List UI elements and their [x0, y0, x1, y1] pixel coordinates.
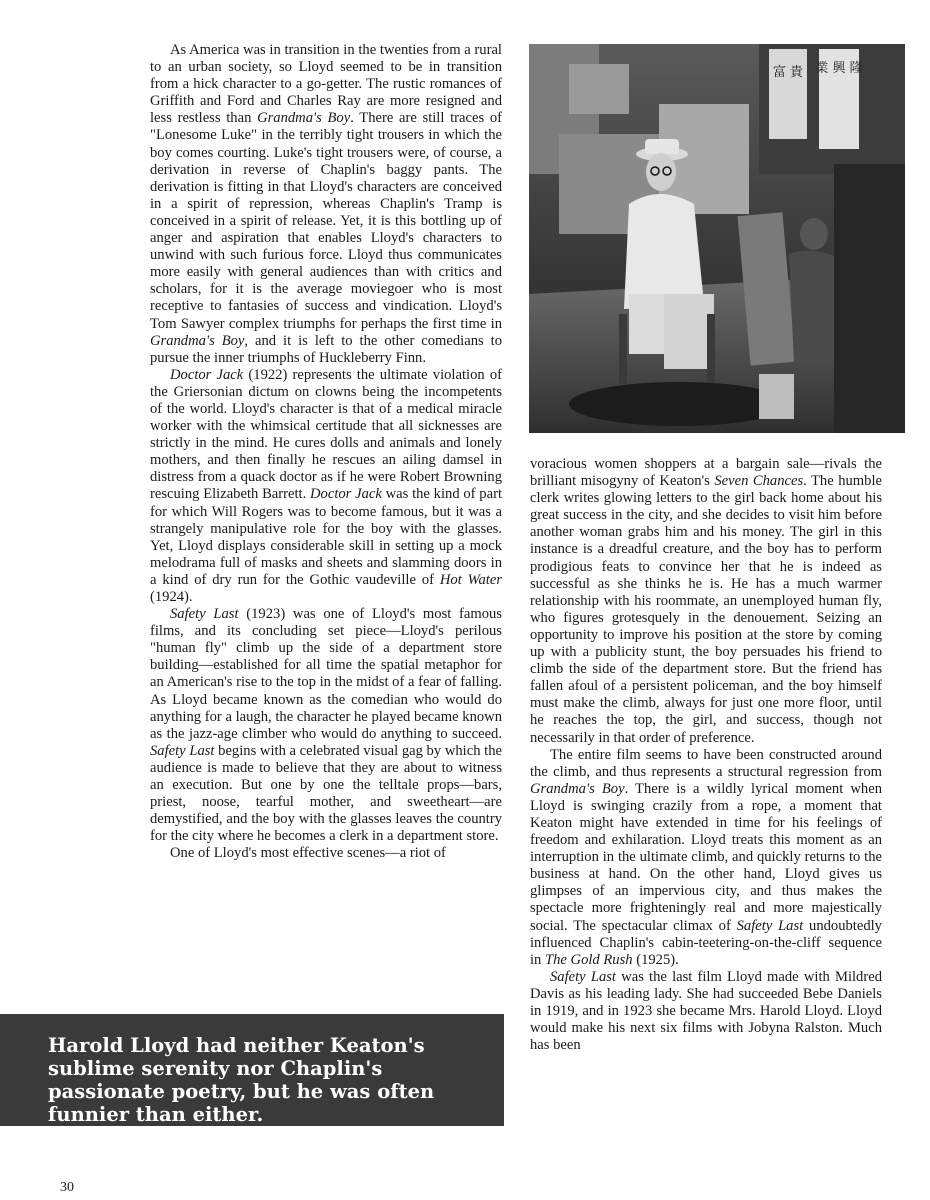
sign-text-right: 業 興 隆	[815, 61, 863, 76]
pull-quote-box	[0, 1014, 504, 1126]
paragraph: One of Lloyd's most effective scenes—a riot of	[170, 845, 446, 862]
paragraph: Safety Last (1923) was one of Lloyd's most famous films, and its concluding set piece—Lloyd's perilous "human fly" climb up the side of a department store building—established for all time the spatial metaphor for an American's rise to the top in the midst of a fear of falling. As Lloyd became known as the comedian who would do anything for a laugh, the character he played became known as the jazz-age climber who would do anything to succeed. Safety Last begins with a celebrated visual gag by which the audience is made to believe that they are about to witness an execution. But one by one the telltale props—bars, priest, noose, tearful mother, and sweetheart—are demystified, and the boy with the glasses leaves the country for the city where he becomes a clerk in a department store.	[150, 606, 502, 845]
left-column	[150, 42, 502, 863]
paragraph: As America was in transition in the twenties from a rural to an urban society, so Lloyd seemed to be in transition from a hick character to a go-getter. The rustic romances of Griffith and Ford and Charles Ray are more resigned and less restless than Grandma's Boy. There are still traces of "Lonesome Luke" in the terribly tight trousers in which the boy comes courting. Luke's tight trousers were, of course, a derivation in reverse of Chaplin's baggy pants. The derivation is fitting in that Lloyd's characters are conceived in a spirit of repression, whereas Chaplin's Tramp is conceived in a spirit of release. Yet, it is this bottling up of anger and aspiration that enables Lloyd's characters to unwind with such furious force. Lloyd thus communicates more easily with general audiences than with critics and scholars, for it is the average moviegoer who is most receptive to fantasies of success and vindication. Lloyd's Tom Sawyer complex triumphs for perhaps the first time in Grandma's Boy, and it is left to the other comedians to pursue the inner triumphs of Huckleberry Finn.	[150, 42, 502, 366]
page-number: 30	[60, 1180, 74, 1195]
sign-text-left: 富 貴	[772, 65, 804, 80]
right-column	[530, 456, 882, 1054]
film-still-photo	[529, 44, 905, 433]
pull-quote-text: Harold Lloyd had neither Keaton's sublime serenity nor Chaplin's passionate poetry, but he was often funnier than either.	[48, 1034, 435, 1126]
paragraph: The entire film seems to have been constructed around the climb, and thus represents a structural regression from Grandma's Boy. There is a wildly lyrical moment when Lloyd is swinging crazily from a rope, a moment that Keaton might have extended in time for his feelings of freedom and exhilaration. Lloyd treats this moment as an interruption in the ultimate climb, and quickly returns to the business at hand. On the other hand, Lloyd gives us glimpses of an impervious city, and thus makes the spectacle more frighteningly real and more majestically social. The spectacular climax of Safety Last undoubtedly influenced Chaplin's cabin-teetering-on-the-cliff sequence in The Gold Rush (1925).	[530, 746, 882, 968]
paragraph: Doctor Jack (1922) represents the ultimate violation of the Griersonian dictum on clowns being the incompetents of the world. Lloyd's character is that of a medical miracle worker with the whimsical certitude that all sicknesses are strictly in the mind. He cures dolls and animals and lonely mothers, and then finally he rescues an ailing damsel in distress from a quack doctor as if he were Robert Browning rescuing Elizabeth Barrett. Doctor Jack was the kind of part for which Will Rogers was to become famous, but it was a strangely manipulative role for the boy with the glasses. Yet, Lloyd displays considerable skill in setting up a mock melodrama full of masks and sheets and slamming doors in a kind of dry run for the Gothic vaudeville of Hot Water (1924).	[150, 366, 502, 605]
paragraph: voracious women shoppers at a bargain sale—rivals the brilliant misogyny of Keaton's Seven Chances. The humble clerk writes glowing letters to the girl back home about his great success in the city, and she decides to visit him before another woman grabs him and his money. The girl in this instance is a dreadful creature, and the boy has to perform prodigious feats to convince her that he is indeed as successful as she thinks he is. He has a much warmer relationship with his roommate, an unemployed human fly, who figures grotesquely in the denouement. Seizing an opportunity to improve his position at the store by coming up with a publicity stunt, the boy persuades his friend to climb the side of the department store. But the friend has fallen afoul of a persistent policeman, and the boy himself must make the climb, always for just one more floor, until he reaches the top, the girl, and success, though not necessarily in that order of preference.	[530, 456, 882, 746]
paragraph: Safety Last was the last film Lloyd made with Mildred Davis as his leading lady. She had succeeded Bebe Daniels in 1919, and in 1923 she became Mrs. Harold Lloyd. Lloyd would make his next six films with Jobyna Ralston. Much has been	[530, 968, 882, 1054]
